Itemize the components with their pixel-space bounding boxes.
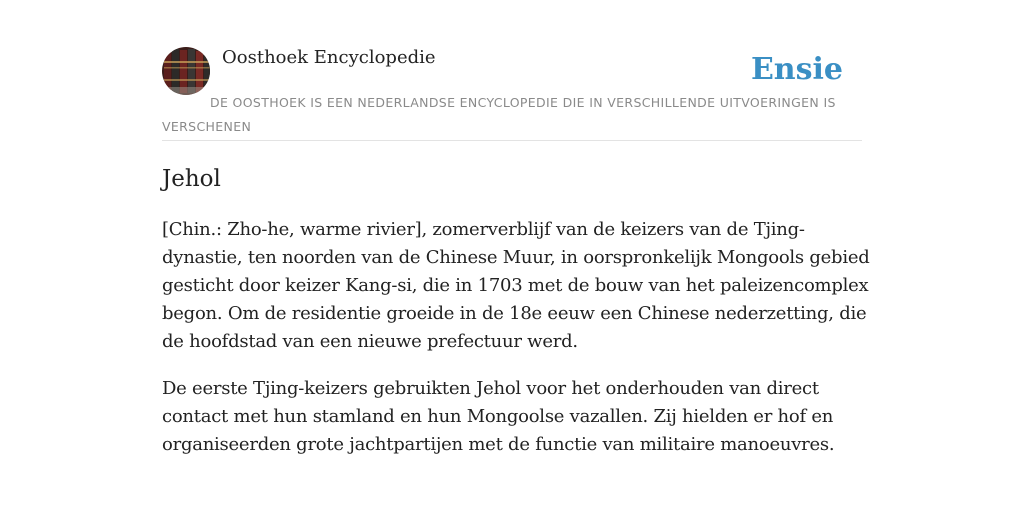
article-title: Jehol xyxy=(162,166,221,192)
article-body xyxy=(162,216,870,478)
encyclopedia-books-icon[interactable] xyxy=(162,47,210,95)
source-name[interactable]: Oosthoek Encyclopedie xyxy=(222,47,436,68)
article-paragraph: [Chin.: Zho-he, warme rivier], zomerverblijf van de keizers van de Tjing-dynastie, ten noorden van de Chinese Muur, in oorspronkelijk Mongools gebied gesticht door keizer Kang-si, die in 1703 met de bouw van het paleizencomplex begon. Om de residentie groeide in de 18e eeuw een Chinese nederzetting, die de hoofdstad van een nieuwe prefectuur werd. xyxy=(162,219,870,352)
brand-logo[interactable]: Ensie xyxy=(750,52,843,87)
source-header xyxy=(162,46,862,141)
article-paragraph: De eerste Tjing-keizers gebruikten Jehol voor het onderhouden van direct contact met hun stamland en hun Mongoolse vazallen. Zij hielden er hof en organiseerden grote jachtpartijen met de functie van militaire manoeuvres. xyxy=(162,378,835,455)
source-tagline: DE OOSTHOEK IS EEN NEDERLANDSE ENCYCLOPEDIE DIE IN VERSCHILLENDE UITVOERINGEN IS VERSCHENEN xyxy=(162,95,836,134)
